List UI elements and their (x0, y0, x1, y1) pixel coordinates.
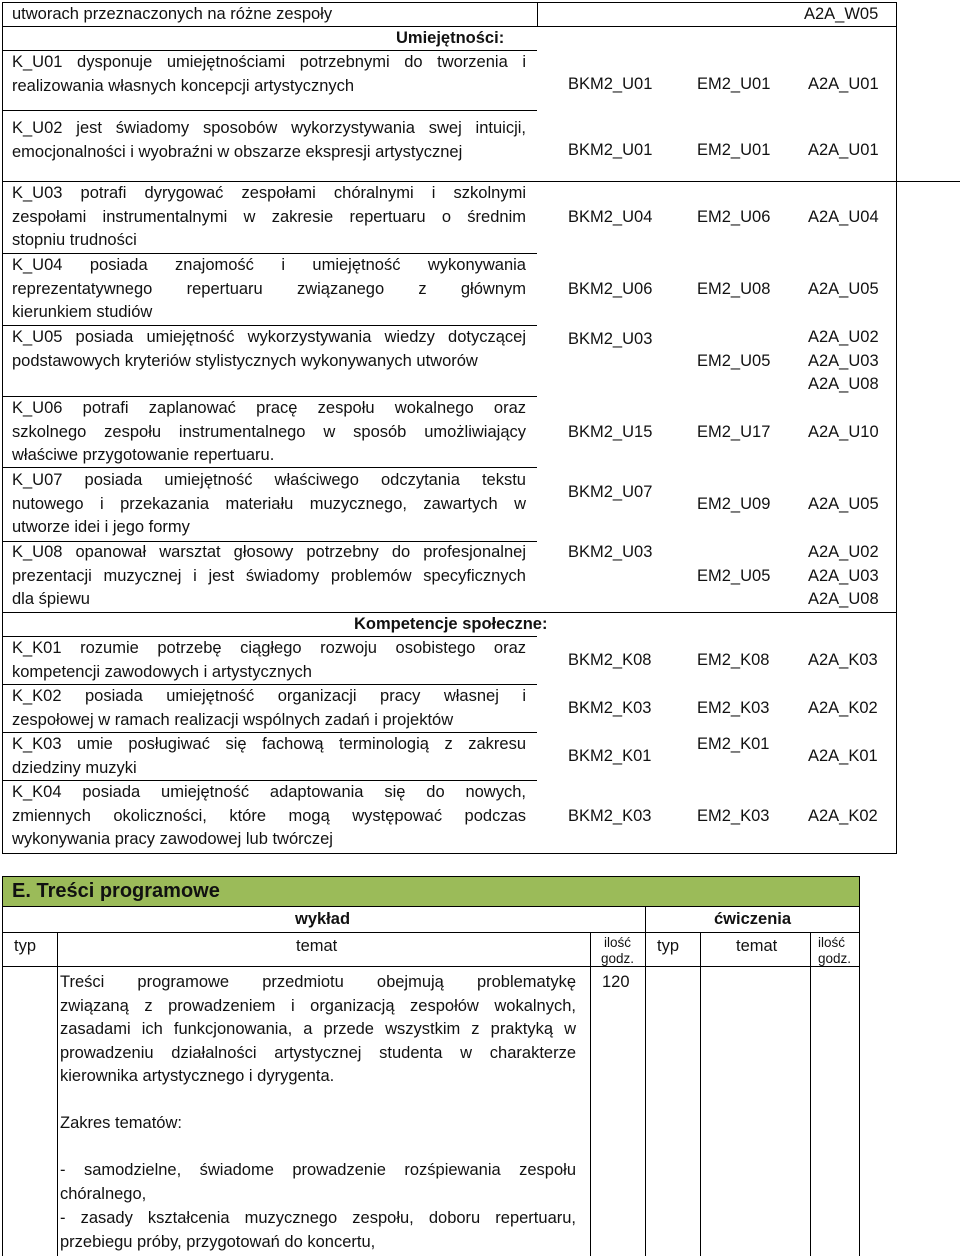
bullet-line: - zasady kształcenia muzycznego zespołu, doboru repertuaru, (60, 1209, 576, 1227)
code-bkm: BKM2_U03 (568, 543, 653, 561)
outcome-line: zespołami instrumentalnymi w zakresie repertuaru o średnim (12, 207, 526, 226)
code-a2a (808, 278, 879, 302)
outcome-line: K_U05 posiada umiejętność wykorzystywania wiedzy dotyczącej (12, 328, 526, 346)
header-divider (2, 932, 860, 933)
col-hours-line: godz. (600, 951, 635, 966)
code-a2a (808, 493, 879, 517)
code-a2a (808, 139, 879, 163)
column-divider (645, 906, 646, 1256)
row-divider (2, 110, 537, 111)
code-bkm: BKM2_U07 (568, 483, 653, 501)
code-a2a-line: A2A_U03 (808, 351, 879, 370)
outcome-line: K_U04 posiada znajomość i umiejętność wykonywania (12, 256, 526, 274)
code-a2a-line: A2A_U02 (808, 543, 879, 561)
outcome-line: kompetencji zawodowych i artystycznych (12, 662, 312, 681)
outcome-text (12, 685, 526, 732)
outcome-line: K_U03 potrafi dyrygować zespołami chóralnymi i szkolnymi (12, 184, 526, 202)
outcome-line: K_U07 posiada umiejętność właściwego odczytania tekstu (12, 471, 526, 489)
content-line: prowadzeniu działalności artystycznej studenta w charakterze (60, 1043, 576, 1062)
code-em: EM2_U05 (697, 567, 771, 585)
outcome-line: szkolnego zespołu instrumentalnego w sposób umożliwiający (12, 422, 526, 441)
code-bkm: BKM2_U01 (568, 141, 653, 159)
code-a2a-line: A2A_U10 (808, 423, 879, 441)
code-bkm: BKM2_K08 (568, 651, 652, 669)
code-a2a-line: A2A_U01 (808, 141, 879, 159)
outcome-text (12, 469, 526, 540)
column-divider (590, 932, 591, 1256)
outcome-line: zmiennych okoliczności, które mogą występować podczas (12, 806, 526, 825)
bullet-line: chóralnego, (60, 1184, 147, 1203)
outcome-text (12, 397, 526, 468)
code-a2a (808, 697, 878, 721)
code-em: EM2_U01 (697, 75, 771, 93)
code-a2a (808, 326, 879, 397)
outcome-line: K_K04 posiada umiejętność adaptowania się do nowych, (12, 783, 526, 801)
outcome-line: nutowego i przekazania materiału muzycznego, zawartych w (12, 494, 526, 513)
outcome-text (12, 326, 526, 373)
code-a2a-line: A2A_K01 (808, 747, 878, 765)
topic-bullet (60, 1207, 576, 1254)
outcome-line: K_K01 rozumie potrzebę ciągłego rozwoju osobistego oraz (12, 639, 526, 657)
hours-value: 120 (602, 973, 630, 991)
outcome-line: zespołowej w ramach realizacji wspólnych zadań i projektów (12, 710, 454, 729)
outcome-line: dziedziny muzyki (12, 758, 137, 777)
code-em: EM2_U01 (697, 141, 771, 159)
code-a2a (808, 805, 878, 829)
outcome-text (12, 182, 526, 253)
outcome-text (12, 51, 526, 98)
col-topic2-header: temat (736, 937, 778, 955)
code-em: EM2_K08 (697, 651, 770, 669)
code-bkm: BKM2_K03 (568, 807, 652, 825)
content-line: kierownika artystycznego i dyrygenta. (60, 1067, 335, 1085)
code-em: EM2_U06 (697, 208, 771, 226)
code-em: EM2_K03 (697, 699, 770, 717)
outcome-line: emocjonalności i wyobraźni w obszarze ekspresji artystycznej (12, 142, 463, 161)
outcome-text (12, 733, 526, 780)
column-divider (537, 2, 538, 26)
row-text: utworach przeznaczonych na różne zespoły (12, 5, 333, 23)
outcome-line: dla śpiewu (12, 590, 90, 608)
col-hours-header (595, 935, 640, 967)
code-a2a-line: A2A_U08 (808, 590, 879, 608)
content-line: zasadami ich funkcjonowania, a przede wszystkim z praktyką w (60, 1020, 576, 1038)
scope-label: Zakres tematów: (60, 1114, 182, 1132)
content-line: Treści programowe przedmiotu obejmują problematykę (60, 973, 576, 991)
outcome-line: K_U06 potrafi zaplanować pracę zespołu wokalnego oraz (12, 399, 526, 417)
bullet-line: - samodzielne, świadome prowadzenie rozśpiewania zespołu (60, 1161, 576, 1179)
code-bkm: BKM2_U01 (568, 75, 653, 93)
outcome-text (12, 781, 526, 852)
code-a2a-line: A2A_K02 (808, 699, 878, 717)
outcome-line: reprezentatywnego repertuaru związanego z głównym (12, 279, 526, 298)
column-divider (700, 932, 701, 1256)
outcome-line: K_K02 posiada umiejętność organizacji pracy własnej i (12, 687, 526, 705)
bullet-line: przebiegu próby, przygotowań do koncertu, (60, 1232, 376, 1251)
col-hours2-header (818, 935, 851, 967)
code-em: EM2_K03 (697, 807, 770, 825)
code-a2a-line: A2A_U05 (808, 280, 879, 298)
program-content (60, 971, 576, 1089)
code-a2a-line: A2A_U02 (808, 328, 879, 346)
outcome-line: kierunkiem studiów (12, 303, 153, 321)
topic-bullet (60, 1159, 576, 1206)
code-a2a-line: A2A_U08 (808, 375, 879, 393)
exercises-label: ćwiczenia (714, 910, 792, 928)
code-em: EM2_U17 (697, 423, 771, 441)
column-divider (810, 932, 811, 1256)
section-e-title: E. Treści programowe (12, 880, 220, 902)
lecture-label: wykład (295, 910, 351, 928)
outcome-line: właściwe przygotowanie repertuaru. (12, 446, 275, 464)
outcome-line: K_U08 opanował warsztat głosowy potrzebny do profesjonalnej (12, 543, 526, 561)
code-bkm: BKM2_U03 (568, 330, 653, 348)
code-em: EM2_U09 (697, 495, 771, 513)
outcome-line: prezentacji muzycznej i jest świadomy problemów specyficznych (12, 566, 526, 585)
code-em: EM2_K01 (697, 735, 770, 753)
column-divider (57, 932, 58, 1256)
col-type-header: typ (14, 937, 37, 955)
outcome-line: podstawowych kryteriów stylistycznych wykonywanych utworów (12, 351, 478, 370)
outcome-text (12, 637, 526, 684)
outcome-text (12, 541, 526, 612)
code-a2a (808, 649, 878, 673)
code-em: EM2_U08 (697, 280, 771, 298)
outcome-line: stopniu trudności (12, 231, 137, 249)
col-hours-line: ilość (603, 935, 631, 950)
code-a2a (808, 206, 879, 230)
outcome-line: wykonywania pracy zawodowej lub twórczej (12, 830, 333, 848)
code-bkm: BKM2_K01 (568, 747, 652, 765)
col-type2-header: typ (657, 937, 680, 955)
code-bkm: BKM2_U15 (568, 423, 653, 441)
competences-heading: Kompetencje społeczne: (354, 615, 548, 633)
code-bkm: BKM2_U04 (568, 208, 653, 226)
outcome-line: K_U02 jest świadomy sposobów wykorzystywania swej intuicji, (12, 119, 526, 137)
row-code-a2a: A2A_W05 (804, 5, 879, 23)
outcome-line: K_K03 umie posługiwać się fachową terminologią z zakresu (12, 735, 526, 753)
outcome-text (12, 254, 526, 325)
code-a2a-line: A2A_U04 (808, 208, 879, 226)
header-divider (2, 966, 860, 967)
code-a2a-line: A2A_U05 (808, 495, 879, 513)
code-a2a-line: A2A_K02 (808, 807, 878, 825)
col-hours-line: godz. (818, 951, 852, 966)
col-hours-line: ilość (818, 935, 846, 950)
code-a2a-line: A2A_U03 (808, 566, 879, 585)
outcome-line: K_U01 dysponuje umiejętnościami potrzebnymi do tworzenia i (12, 53, 526, 71)
code-a2a (808, 745, 878, 769)
code-a2a-line: A2A_K03 (808, 651, 878, 669)
code-em: EM2_U05 (697, 352, 771, 370)
outcome-line: realizowania własnych koncepcji artystycznych (12, 76, 355, 95)
col-topic-header: temat (296, 937, 338, 955)
section-e-divider (2, 906, 860, 907)
code-a2a (808, 541, 879, 612)
code-bkm: BKM2_K03 (568, 699, 652, 717)
outcome-text (12, 117, 526, 164)
code-a2a (808, 73, 879, 97)
skills-heading: Umiejętności: (396, 29, 505, 47)
code-bkm: BKM2_U06 (568, 280, 653, 298)
code-a2a-line: A2A_U01 (808, 75, 879, 93)
content-line: związaną z prowadzeniem i organizacją zespołów wokalnych, (60, 996, 576, 1015)
outcome-line: utworze idei i jego formy (12, 518, 190, 536)
code-a2a (808, 421, 879, 445)
